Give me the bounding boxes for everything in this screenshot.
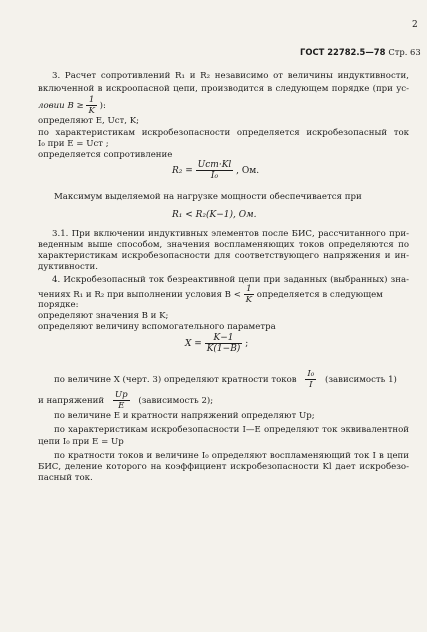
p3-condition-end: ): (99, 101, 106, 111)
formula-r2-denominator: I₀ (210, 171, 219, 181)
max-power-line: Максимум выделяемой на нагрузке мощности обеспечивается при (54, 192, 362, 202)
resistance-line: определяется сопротивление (38, 150, 173, 160)
current-ratio-text: по величине X (черт. 3) определяют кратности токов (54, 375, 297, 385)
current-ratio-fraction (305, 369, 316, 390)
ignition-line2: БИС, деление которого на коэффициент искробезопасности Kl дает искробезо- (38, 462, 409, 472)
fraction-denominator: E (118, 401, 125, 411)
p3-line2: включенной в искроопасной цепи, производится в следующем порядке (при ус- (38, 84, 409, 94)
standard-number: ГОСТ 22782.5—78 (300, 47, 386, 57)
formula-r1: R₁ < R₂(K−1), Ом. (172, 210, 257, 220)
equivalent-line1: по характеристикам искробезопасности I—E определяют ток эквивалентной (54, 425, 409, 435)
characteristics-line1: по характеристикам искробезопасности определяется искробезопасный ток (38, 128, 409, 138)
formula-r2-unit: , Ом. (236, 166, 260, 176)
p4-line5: определяют величину вспомогательного параметра (38, 322, 276, 332)
formula-r2-lhs: R₂ = (172, 166, 193, 176)
define-values-line: определяют E, Uст, K; (38, 116, 140, 126)
p31-line1: 3.1. При включении индуктивных элементов после БИС, рассчитанного при- (52, 229, 409, 239)
fraction-numerator: 1 (86, 95, 96, 106)
p4-condition-tail: определяется в следующем (256, 290, 383, 300)
p3-line1: 3. Расчет сопротивлений R₁ и R₂ независимо от величины индуктивности, (52, 71, 409, 81)
formula-r2 (172, 160, 259, 181)
equivalent-line2: цепи I₀ при E = Up (38, 437, 124, 447)
page-number-label: Стр. 63 (388, 47, 421, 57)
current-ratio-dependency: (зависимость 1) (324, 375, 397, 385)
voltage-ratio-text: и напряжений (38, 396, 105, 406)
p4-line1: 4. Искробезопасный ток безреактивной цепи при заданных (выбранных) зна- (52, 275, 409, 285)
fraction-denominator: K (245, 295, 253, 305)
ignition-line1: по кратности токов и величине I₀ определяют воспламеняющий ток I в цепи (54, 451, 409, 461)
current-ratio-line (54, 369, 397, 390)
voltage-line: по величине E и кратности напряжений определяют Up; (54, 411, 315, 421)
condition-fraction (86, 95, 96, 116)
voltage-ratio-dependency: (зависимость 2); (138, 396, 214, 406)
formula-x-denominator: K(1−B) (206, 344, 241, 354)
fraction-numerator: Up (114, 390, 128, 400)
voltage-ratio-line (38, 390, 213, 411)
p4-line3: порядке: (38, 300, 79, 310)
formula-x-lhs: X = (185, 339, 202, 349)
formula-x (185, 333, 248, 354)
fraction-denominator: K (88, 106, 95, 116)
p31-line4: дуктивности. (38, 262, 98, 272)
formula-x-fraction (205, 333, 243, 354)
fraction-denominator: I (309, 380, 313, 390)
p4-line2 (38, 284, 383, 305)
corner-mark: 2 (412, 20, 418, 30)
ignition-line3: пасный ток. (38, 473, 93, 483)
p31-line2: веденным выше способом, значения воспламеняющих токов определяются по (38, 240, 409, 250)
p3-line3 (38, 95, 106, 116)
formula-r2-fraction (196, 160, 234, 181)
fraction-numerator: 1 (244, 284, 254, 295)
p4-line4: определяют значения B и K; (38, 311, 169, 321)
voltage-ratio-fraction (113, 390, 130, 411)
formula-x-numerator: K−1 (205, 333, 243, 344)
p4-condition-fraction (244, 284, 254, 305)
fraction-numerator: I₀ (307, 369, 315, 379)
formula-r2-numerator: Uст·Kl (197, 160, 232, 170)
p4-condition: чениях R₁ и R₂ при выполнении условия B < (38, 290, 241, 300)
characteristics-line2: I₀ при E = Uст ; (38, 139, 109, 149)
p31-line3: характеристикам искробезопасности для соответствующего напряжения и ин- (38, 251, 409, 261)
formula-x-tail: ; (245, 339, 249, 349)
page-header (300, 47, 421, 57)
p3-condition: ловии B ≥ (38, 101, 84, 111)
